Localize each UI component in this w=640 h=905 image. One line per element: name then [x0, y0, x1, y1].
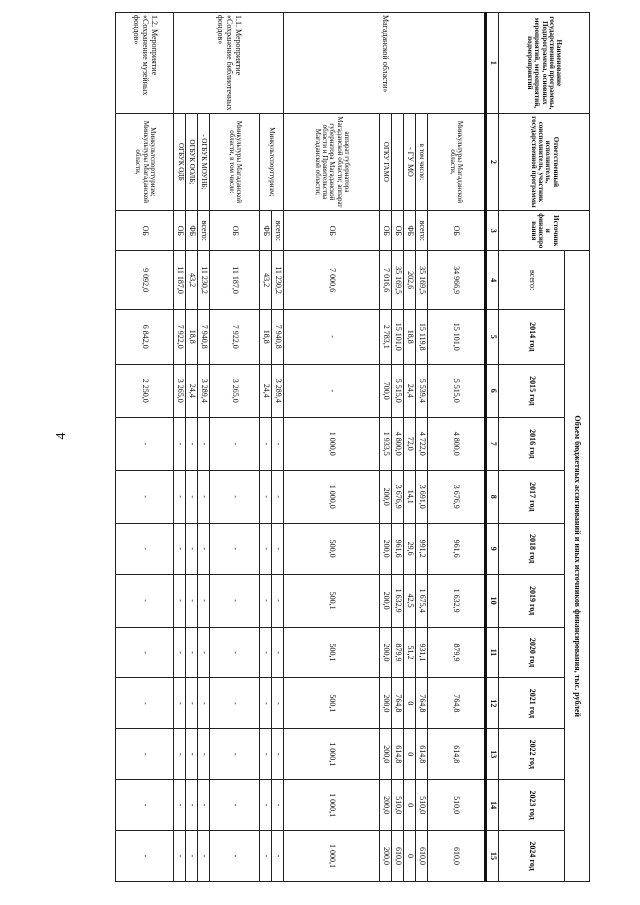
- cell-value: 1 675,4: [416, 574, 428, 627]
- cell-value: 15 101,0: [392, 309, 404, 364]
- cell-value: 510,0: [392, 780, 404, 831]
- cell-value: 3 265,0: [210, 364, 260, 417]
- cell-value: -: [116, 780, 174, 831]
- header-year: 2018 год: [499, 523, 565, 574]
- cell-value: 1 933,5: [380, 417, 392, 470]
- cell-value: 500,1: [284, 574, 380, 627]
- cell-value: 764,8: [392, 678, 404, 729]
- cell-value: 500,1: [284, 627, 380, 678]
- col-number: 2: [486, 113, 499, 210]
- rotated-table-wrapper: [60, 12, 590, 882]
- cell-value: 510,0: [428, 780, 486, 831]
- cell-value: -: [186, 729, 198, 780]
- cell-value: -: [260, 574, 272, 627]
- cell-value: -: [174, 729, 186, 780]
- header-year: 2022 год: [499, 729, 565, 780]
- cell-value: 1 000,0: [284, 417, 380, 470]
- cell-value: 961,6: [428, 523, 486, 574]
- cell-value: 200,0: [380, 780, 392, 831]
- cell-value: 991,2: [416, 523, 428, 574]
- cell-value: 24,4: [260, 364, 272, 417]
- col-number: 1: [486, 13, 499, 114]
- cell-value: -: [186, 574, 198, 627]
- cell-source: всего:: [272, 211, 284, 251]
- cell-executor: ОГБУК ОДБ: [174, 113, 186, 210]
- cell-value: -: [198, 831, 210, 882]
- cell-name: 1.1. Мероприятие «Сохранение библиотечных фондов»: [174, 13, 284, 114]
- cell-value: 0: [404, 729, 416, 780]
- cell-value: 6 842,0: [116, 309, 174, 364]
- cell-value: -: [116, 470, 174, 523]
- table-row: [404, 13, 416, 882]
- cell-value: 0: [404, 780, 416, 831]
- cell-executor: Минкультуры Магаданской области, в том числе:: [210, 113, 260, 210]
- cell-value: -: [174, 627, 186, 678]
- table-row: [272, 13, 284, 882]
- table-row: [198, 13, 210, 882]
- table-row: [428, 13, 486, 882]
- cell-value: -: [174, 780, 186, 831]
- page-number: 4: [54, 432, 69, 440]
- cell-value: 7 940,8: [198, 309, 210, 364]
- cell-value: 4 800,0: [392, 417, 404, 470]
- cell-value: 3 265,0: [174, 364, 186, 417]
- cell-source: ОБ: [284, 211, 380, 251]
- cell-executor: в том числе:: [416, 113, 428, 210]
- header-year: 2021 год: [499, 678, 565, 729]
- cell-value: 35 169,5: [416, 251, 428, 309]
- header-year: 2023 год: [499, 780, 565, 831]
- table-row: [392, 13, 404, 882]
- cell-value: -: [186, 780, 198, 831]
- cell-value: 961,6: [392, 523, 404, 574]
- table-row: [284, 13, 380, 882]
- cell-value: 14,1: [404, 470, 416, 523]
- col-number: 12: [486, 678, 499, 729]
- cell-value: -: [272, 417, 284, 470]
- cell-value: 3 289,4: [198, 364, 210, 417]
- cell-value: 1 632,9: [392, 574, 404, 627]
- cell-name: Магаданской области»: [284, 13, 486, 114]
- cell-value: 5 515,0: [392, 364, 404, 417]
- cell-value: 11 230,2: [198, 251, 210, 309]
- cell-source: ОБ: [174, 211, 186, 251]
- cell-name: 1.2. Мероприятие «Сохранение музейных фондов»: [116, 13, 174, 114]
- table-row: [116, 13, 174, 882]
- cell-value: 7 940,8: [272, 309, 284, 364]
- cell-value: 0: [404, 678, 416, 729]
- cell-value: -: [116, 523, 174, 574]
- cell-source: ФБ: [186, 211, 198, 251]
- header-volume: Объем бюджетных ассигнований и иных источников финансирования, тыс. рублей: [565, 251, 590, 882]
- cell-value: 879,9: [428, 627, 486, 678]
- cell-value: 72,0: [404, 417, 416, 470]
- cell-value: 18,8: [186, 309, 198, 364]
- cell-value: 879,9: [392, 627, 404, 678]
- cell-value: -: [260, 470, 272, 523]
- cell-executor: ОГКУ ГАМО: [380, 113, 392, 210]
- cell-value: -: [272, 627, 284, 678]
- cell-value: -: [174, 678, 186, 729]
- cell-value: 1 000,0: [284, 470, 380, 523]
- cell-value: 7 016,6: [380, 251, 392, 309]
- cell-value: -: [210, 470, 260, 523]
- cell-value: -: [174, 470, 186, 523]
- cell-value: 1 000,1: [284, 729, 380, 780]
- cell-value: 1 000,1: [284, 831, 380, 882]
- cell-value: 3 676,9: [428, 470, 486, 523]
- cell-value: -: [198, 678, 210, 729]
- cell-value: 3 676,9: [392, 470, 404, 523]
- cell-executor: Минкультспорттуризм;: [260, 113, 284, 210]
- header-year: 2016 год: [499, 417, 565, 470]
- cell-source: ОБ: [210, 211, 260, 251]
- cell-value: -: [210, 729, 260, 780]
- col-number: 6: [486, 364, 499, 417]
- cell-value: -: [284, 309, 380, 364]
- header-year: 2020 год: [499, 627, 565, 678]
- col-number: 10: [486, 574, 499, 627]
- cell-value: -: [260, 627, 272, 678]
- cell-value: 29,6: [404, 523, 416, 574]
- cell-value: 11 230,2: [272, 251, 284, 309]
- cell-value: 0: [404, 831, 416, 882]
- cell-value: 610,0: [392, 831, 404, 882]
- header-source: Источники финансирования: [499, 211, 590, 251]
- cell-value: -: [116, 729, 174, 780]
- cell-value: 500,1: [284, 678, 380, 729]
- cell-value: 43,2: [260, 251, 272, 309]
- col-number: 15: [486, 831, 499, 882]
- cell-value: 764,8: [428, 678, 486, 729]
- cell-value: -: [284, 364, 380, 417]
- cell-value: 764,8: [416, 678, 428, 729]
- cell-value: -: [186, 627, 198, 678]
- cell-value: 7 922,0: [210, 309, 260, 364]
- header-executor: Ответственный исполнитель, соисполнитель, участник государственной программы: [499, 113, 590, 210]
- cell-executor: Минкультуры Магаданской области,: [428, 113, 486, 210]
- cell-value: 24,4: [186, 364, 198, 417]
- col-number: 5: [486, 309, 499, 364]
- cell-value: -: [260, 780, 272, 831]
- cell-value: 43,2: [186, 251, 198, 309]
- cell-value: -: [174, 417, 186, 470]
- cell-value: -: [174, 523, 186, 574]
- table-row: [416, 13, 428, 882]
- cell-value: -: [174, 831, 186, 882]
- cell-value: -: [198, 780, 210, 831]
- cell-value: -: [186, 523, 198, 574]
- cell-value: -: [272, 831, 284, 882]
- cell-value: 200,0: [380, 523, 392, 574]
- col-number: 11: [486, 627, 499, 678]
- cell-value: -: [186, 678, 198, 729]
- cell-source: ФБ: [404, 211, 416, 251]
- cell-value: -: [210, 627, 260, 678]
- header-year: 2024 год: [499, 831, 565, 882]
- cell-value: -: [210, 523, 260, 574]
- table-row: [186, 13, 198, 882]
- cell-value: -: [272, 729, 284, 780]
- cell-value: 500,0: [284, 523, 380, 574]
- table-row: [210, 13, 260, 882]
- cell-value: -: [260, 523, 272, 574]
- cell-value: 4 722,0: [416, 417, 428, 470]
- cell-value: -: [198, 574, 210, 627]
- header-name: Наименование государственной программы, Подпрограммы, основных мероприятий, мероприятий, подмероприятий: [499, 13, 590, 114]
- cell-executor: аппарат губернатора Магаданской области; аппарат губернатора Магаданской области и Правительства Магаданской области;: [284, 113, 380, 210]
- cell-value: -: [186, 831, 198, 882]
- cell-value: 200,0: [380, 574, 392, 627]
- col-number: 9: [486, 523, 499, 574]
- cell-value: 18,8: [404, 309, 416, 364]
- cell-value: 510,0: [416, 780, 428, 831]
- cell-executor: [392, 113, 404, 210]
- cell-value: 5 539,4: [416, 364, 428, 417]
- cell-value: 614,8: [428, 729, 486, 780]
- cell-value: 51,2: [404, 627, 416, 678]
- cell-value: 24,4: [404, 364, 416, 417]
- cell-value: 35 169,5: [392, 251, 404, 309]
- cell-value: -: [260, 417, 272, 470]
- cell-value: -: [198, 470, 210, 523]
- col-number: 7: [486, 417, 499, 470]
- header-year: 2015 год: [499, 364, 565, 417]
- financing-table: [115, 12, 590, 882]
- cell-executor: - ГУ МО: [404, 113, 416, 210]
- cell-value: 3 691,0: [416, 470, 428, 523]
- cell-value: 200,0: [380, 729, 392, 780]
- col-number: 4: [486, 251, 499, 309]
- cell-value: -: [272, 678, 284, 729]
- cell-value: -: [198, 627, 210, 678]
- cell-source: всего:: [416, 211, 428, 251]
- cell-executor: - ОГБУК МОУНБ;: [198, 113, 210, 210]
- cell-source: ОБ: [380, 211, 392, 251]
- cell-value: -: [198, 729, 210, 780]
- cell-value: 614,8: [392, 729, 404, 780]
- col-number: 3: [486, 211, 499, 251]
- cell-value: -: [260, 831, 272, 882]
- cell-value: -: [116, 417, 174, 470]
- cell-value: -: [272, 470, 284, 523]
- cell-value: 4 800,0: [428, 417, 486, 470]
- cell-value: 3 289,4: [272, 364, 284, 417]
- cell-value: 18,8: [260, 309, 272, 364]
- cell-source: всего:: [198, 211, 210, 251]
- cell-value: 931,1: [416, 627, 428, 678]
- cell-value: 200,0: [380, 831, 392, 882]
- cell-value: 11 187,0: [210, 251, 260, 309]
- cell-value: -: [260, 729, 272, 780]
- cell-value: 7 922,0: [174, 309, 186, 364]
- cell-value: 1 632,9: [428, 574, 486, 627]
- cell-value: 15 101,0: [428, 309, 486, 364]
- cell-value: 42,5: [404, 574, 416, 627]
- cell-source: ОБ: [116, 211, 174, 251]
- cell-source: ФБ: [260, 211, 272, 251]
- cell-value: 200,0: [380, 470, 392, 523]
- cell-value: 9 092,0: [116, 251, 174, 309]
- cell-value: -: [210, 831, 260, 882]
- cell-value: -: [198, 417, 210, 470]
- header-year: 2014 год: [499, 309, 565, 364]
- cell-value: 614,8: [416, 729, 428, 780]
- cell-value: -: [116, 627, 174, 678]
- table-row: [174, 13, 186, 882]
- cell-value: 202,6: [404, 251, 416, 309]
- cell-value: -: [116, 831, 174, 882]
- cell-value: 200,0: [380, 627, 392, 678]
- cell-value: -: [210, 780, 260, 831]
- cell-value: -: [116, 574, 174, 627]
- header-year: 2019 год: [499, 574, 565, 627]
- cell-value: 200,0: [380, 678, 392, 729]
- cell-value: -: [272, 523, 284, 574]
- cell-value: 11 187,0: [174, 251, 186, 309]
- cell-value: -: [272, 780, 284, 831]
- cell-value: -: [186, 470, 198, 523]
- table-body: [116, 13, 486, 882]
- cell-value: 1 000,1: [284, 780, 380, 831]
- cell-value: 5 515,0: [428, 364, 486, 417]
- cell-value: 15 119,8: [416, 309, 428, 364]
- col-number: 8: [486, 470, 499, 523]
- header-total: всего:: [499, 251, 565, 309]
- col-number: 13: [486, 729, 499, 780]
- cell-executor: Минкультспорттуризм; Минкультуры Магаданской области,: [116, 113, 174, 210]
- cell-value: -: [210, 417, 260, 470]
- cell-source: ОБ: [428, 211, 486, 251]
- cell-value: -: [198, 523, 210, 574]
- cell-value: -: [116, 678, 174, 729]
- cell-value: -: [174, 574, 186, 627]
- col-number: 14: [486, 780, 499, 831]
- header-year: 2017 год: [499, 470, 565, 523]
- cell-value: -: [210, 574, 260, 627]
- cell-source: ОБ: [392, 211, 404, 251]
- cell-value: 7 000,6: [284, 251, 380, 309]
- cell-value: -: [272, 574, 284, 627]
- cell-value: 34 966,9: [428, 251, 486, 309]
- cell-value: -: [210, 678, 260, 729]
- cell-value: 2 783,1: [380, 309, 392, 364]
- cell-executor: ОГБУК ООЛБ;: [186, 113, 198, 210]
- cell-value: 610,0: [416, 831, 428, 882]
- cell-value: -: [260, 678, 272, 729]
- cell-value: 610,0: [428, 831, 486, 882]
- cell-value: 700,0: [380, 364, 392, 417]
- cell-value: -: [186, 417, 198, 470]
- cell-value: 2 250,0: [116, 364, 174, 417]
- table-row: [380, 13, 392, 882]
